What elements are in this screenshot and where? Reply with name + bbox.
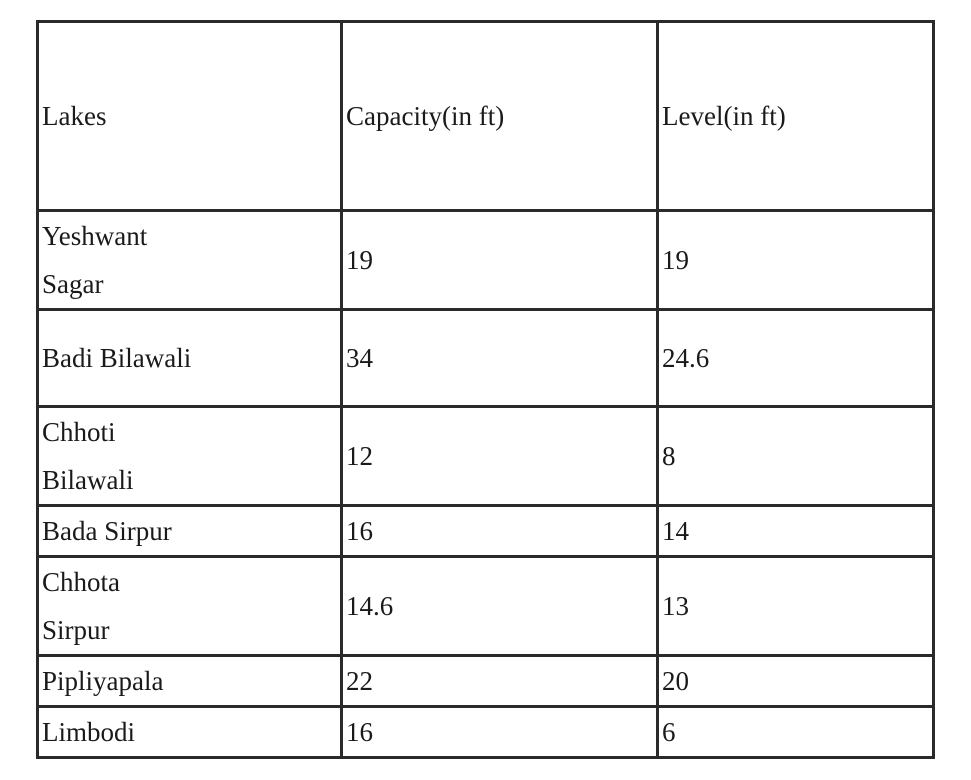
cell-capacity: 14.6 bbox=[342, 557, 658, 656]
header-row bbox=[38, 22, 934, 211]
cell-level: 6 bbox=[658, 707, 934, 758]
cell-capacity: 34 bbox=[342, 310, 658, 407]
table-row bbox=[38, 211, 934, 310]
cell-lake: Bada Sirpur bbox=[38, 506, 342, 557]
table-body bbox=[38, 211, 934, 758]
table-row bbox=[38, 506, 934, 557]
table-row bbox=[38, 310, 934, 407]
cell-lake: Chhota Sirpur bbox=[38, 557, 342, 656]
table-header bbox=[38, 22, 934, 211]
cell-capacity: 16 bbox=[342, 506, 658, 557]
cell-level: 14 bbox=[658, 506, 934, 557]
table-row bbox=[38, 707, 934, 758]
table-row bbox=[38, 407, 934, 506]
lakes-table bbox=[36, 20, 935, 759]
cell-lake: Yeshwant Sagar bbox=[38, 211, 342, 310]
cell-lake: Badi Bilawali bbox=[38, 310, 342, 407]
table-row bbox=[38, 656, 934, 707]
cell-capacity: 19 bbox=[342, 211, 658, 310]
header-lakes: Lakes bbox=[38, 22, 342, 211]
cell-lake: Chhoti Bilawali bbox=[38, 407, 342, 506]
cell-capacity: 16 bbox=[342, 707, 658, 758]
header-level: Level(in ft) bbox=[658, 22, 934, 211]
cell-capacity: 12 bbox=[342, 407, 658, 506]
cell-level: 13 bbox=[658, 557, 934, 656]
cell-level: 8 bbox=[658, 407, 934, 506]
cell-level: 19 bbox=[658, 211, 934, 310]
cell-lake: Limbodi bbox=[38, 707, 342, 758]
table-row bbox=[38, 557, 934, 656]
header-capacity: Capacity(in ft) bbox=[342, 22, 658, 211]
cell-level: 24.6 bbox=[658, 310, 934, 407]
cell-level: 20 bbox=[658, 656, 934, 707]
cell-lake: Pipliyapala bbox=[38, 656, 342, 707]
cell-capacity: 22 bbox=[342, 656, 658, 707]
